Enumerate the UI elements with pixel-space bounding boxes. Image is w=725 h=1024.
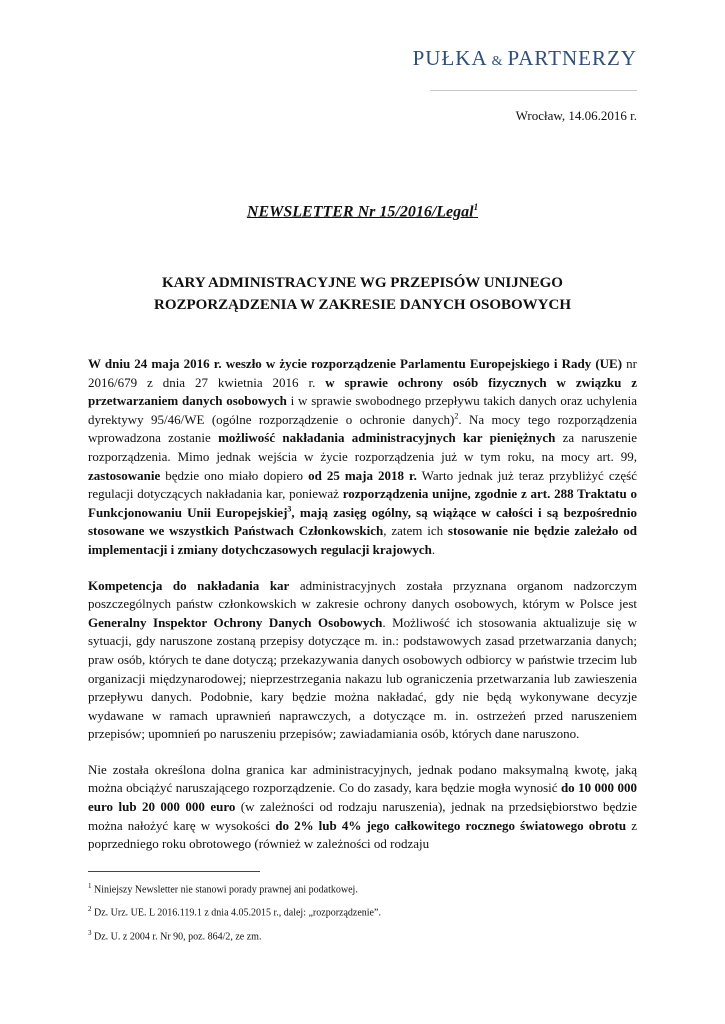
p3-text-1: Nie została określona dolna granica kar administracyjnych, jednak podano maksymalną kwotę, jaką można obciążyć naruszającego rozporządzenie. Co do zasady, kara będzie mogła wynosić (88, 761, 637, 796)
logo-second-text: PARTNERZY (507, 46, 637, 70)
p1-text-6: Warto jednak już teraz przybliżyć część regulacji dotyczących nakładania kar, ponieważ (88, 467, 637, 502)
p1-text-4: za naruszenie rozporządzenia. Mimo jednak wejścia w życie rozporządzenia już w tym roku, na mocy art. 99, (88, 430, 637, 464)
footnote-2 (88, 903, 637, 919)
company-logo (413, 46, 637, 71)
footnote-3-mark: 3 (88, 928, 92, 937)
paragraph-2 (88, 577, 637, 744)
p1-bold-2: w sprawie ochrony osób fizycznych w związku z przetwarzaniem danych osobowych (88, 374, 637, 409)
p1-bold-1: W dniu 24 maja 2016 r. weszło w życie rozporządzenie Parlamentu Europejskiego i Rady (UE) (88, 356, 623, 371)
newsletter-title-text: NEWSLETTER Nr 15/2016/Legal (246, 203, 474, 221)
logo-ampersand: & (491, 54, 504, 69)
footnote-divider (88, 871, 260, 872)
p1-bold-7: , mają zasięg ogólny, są wiążące w całości i są bezpośrednio stosowane we wszystkich Państwach Członkowskich (88, 504, 638, 539)
newsletter-title (0, 202, 725, 221)
document-date: Wrocław, 14.06.2016 r. (515, 108, 637, 123)
logo-divider (430, 90, 637, 91)
footnote-ref-2: 2 (454, 411, 459, 421)
p2-text-1: administracyjnych została przyznana organom nadzorczym poszczególnych państw członkowskich w zakresie ochrony danych osobowych, którym w Polsce jest (88, 577, 637, 612)
p1-bold-3: możliwość nakładania administracyjnych kar pieniężnych (218, 430, 556, 446)
document-body (88, 355, 637, 871)
paragraph-1 (88, 355, 637, 560)
footnotes (88, 880, 637, 950)
p3-text-3: z poprzedniego roku obrotowego (również w zależności od rodzaju (88, 817, 637, 852)
footnote-1-mark: 1 (88, 882, 92, 890)
p1-text-7: , zatem ich (383, 523, 448, 539)
p3-text-2: (w zależności od rodzaju naruszenia), jednak na przedsiębiorstwo będzie można nałożyć karę w wysokości (88, 799, 637, 833)
p2-text-2: . Możliwość ich stosowania aktualizuje się w sytuacji, gdy naruszone zostaną przepisy dotyczące m. in.: podstawowych zasad przetwarzania danych; praw osób, których te dane dotyczą; przekazywania danych osobowych odbiorcy w państwie trzecim lub organizacji międzynarodowej; nieprzestrzegania nakazu lub ograniczenia przetwarzania lub zawieszenia przepływu danych. Podobnie, kary będzie można nakładać, gdy nie będą wykonywane decyzje wydawane w ramach uprawnień naprawczych, a dotyczące m. in. ostrzeżeń przed naruszeniem przepisów; upomnień po naruszeniu przepisów; zawiadamiania osób, których dane naruszono. (88, 614, 637, 742)
p2-bold-1: Kompetencja do nakładania kar (88, 577, 290, 593)
p1-text-1: nr 2016/679 z dnia 27 kwietnia 2016 r. (88, 356, 637, 390)
heading-line-2: ROZPORZĄDZENIA W ZAKRESIE DANYCH OSOBOWYCH (153, 297, 572, 313)
p1-bold-6: rozporządzenia unijne, zgodnie z art. 288 Traktatu o Funkcjonowaniu Unii Europejskiej (88, 486, 637, 520)
footnote-2-text: Dz. Urz. UE. L 2016.119.1 z dnia 4.05.2015 r., dalej: „rozporządzenie”. (91, 907, 381, 919)
p1-text-3: . Na mocy tego rozporządzenia wprowadzona zostanie (88, 411, 637, 446)
paragraph-3 (88, 761, 637, 854)
footnote-ref-3: 3 (287, 504, 292, 514)
document-heading (88, 272, 637, 316)
p1-bold-8: stosowanie nie będzie zależało od implementacji i zmiany dotychczasowych regulacji krajowych (88, 523, 637, 557)
footnote-1-text: Niniejszy Newsletter nie stanowi porady prawnej ani podatkowej. (91, 884, 358, 896)
p1-text-5: będzie ono miało dopiero (160, 467, 309, 483)
footnote-1 (88, 880, 637, 896)
footnote-3 (88, 927, 637, 943)
p1-text-8: . (431, 541, 436, 557)
p3-bold-1: do 10 000 000 euro lub 20 000 000 euro (88, 780, 637, 815)
logo-main-text: PUŁKA (412, 46, 488, 70)
p1-text-2: i w sprawie swobodnego przepływu takich danych oraz uchylenia dyrektywy 95/46/WE (ogólne rozporządzenie o ochronie danych) (88, 393, 637, 427)
p2-bold-2: Generalny Inspektor Ochrony Danych Osobowych (88, 614, 383, 630)
footnote-ref-1: 1 (473, 202, 479, 212)
footnote-2-mark: 2 (88, 905, 92, 914)
heading-line-1: KARY ADMINISTRACYJNE WG PRZEPISÓW UNIJNEGO (162, 275, 563, 291)
footnote-3-text: Dz. U. z 2004 r. Nr 90, poz. 864/2, ze zm. (91, 930, 262, 942)
p3-bold-2: do 2% lub 4% jego całkowitego rocznego światowego obrotu (275, 817, 627, 833)
p1-bold-5: od 25 maja 2018 r. (308, 467, 417, 483)
p1-bold-4: zastosowanie (88, 467, 161, 483)
